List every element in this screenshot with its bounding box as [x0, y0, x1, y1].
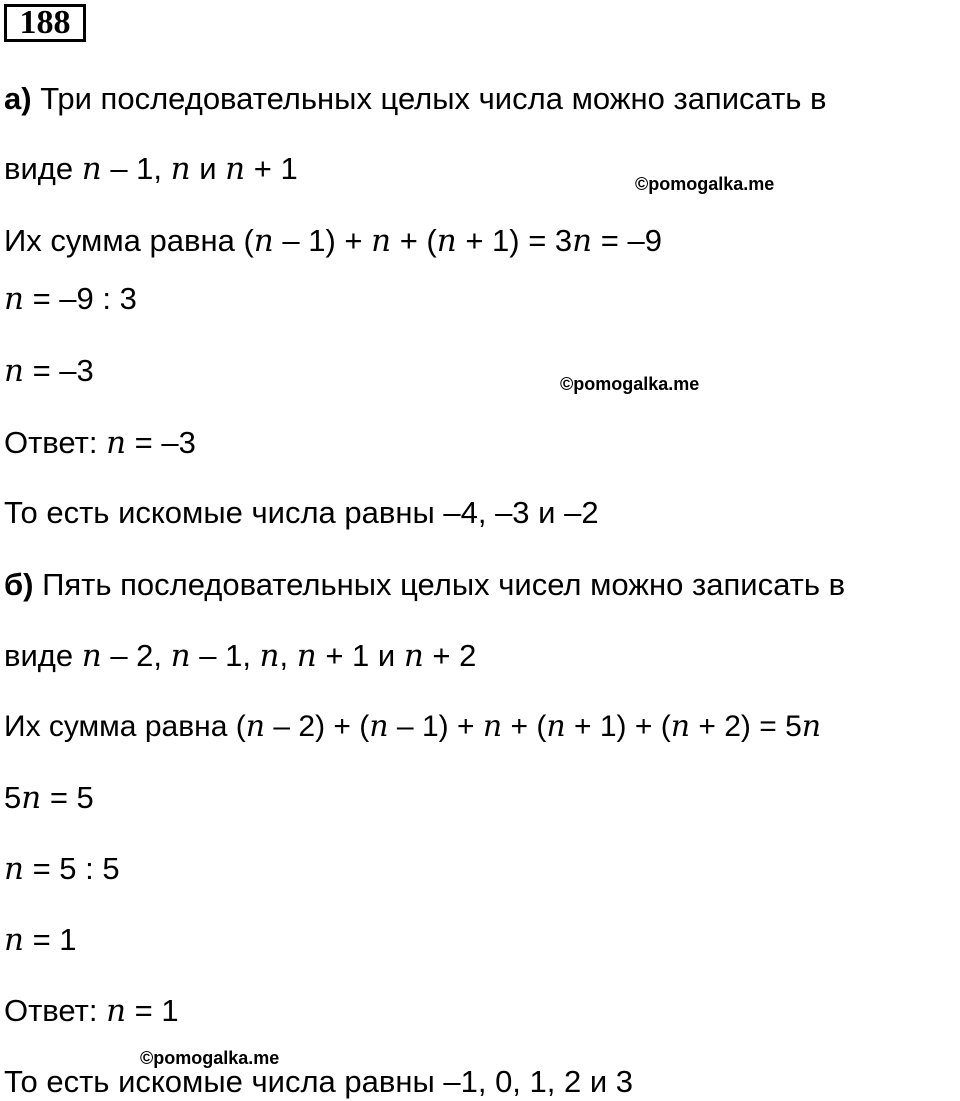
text-fragment: + (: [502, 710, 547, 743]
text-fragment: Ответ:: [4, 425, 107, 460]
text-fragment: + 1 и: [316, 638, 404, 673]
text-fragment: ,: [279, 638, 297, 673]
text-fragment: + (: [391, 223, 437, 258]
part-b-line-3: [4, 708, 821, 746]
text-fragment: Их сумма равна (: [4, 223, 254, 258]
variable-n: n: [253, 223, 274, 259]
part-a-line-4: [4, 280, 137, 318]
part-a-intro-text: Три последовательных целых числа можно записать в: [31, 81, 827, 116]
problem-number: 188: [4, 4, 86, 42]
variable-n: n: [81, 638, 102, 674]
text-fragment: = –9: [592, 223, 662, 258]
text-fragment: – 1) +: [388, 710, 483, 743]
text-fragment: – 1,: [190, 638, 260, 673]
text-fragment: + 1: [245, 151, 298, 186]
watermark: ©pomogalka.me: [140, 1048, 280, 1068]
text-fragment: = 1: [23, 922, 77, 957]
text-fragment: – 2) + (: [265, 710, 370, 743]
part-b-line-2: [4, 637, 476, 675]
watermark: ©pomogalka.me: [635, 174, 775, 194]
part-b-line-7: [4, 992, 179, 1030]
variable-n: n: [225, 151, 246, 187]
variable-n: n: [81, 151, 102, 187]
text-fragment: = 5 : 5: [23, 851, 120, 886]
part-b-intro-text: Пять последовательных целых чисел можно записать в: [33, 567, 846, 602]
variable-n: n: [4, 353, 24, 389]
part-b-line-6: [4, 921, 77, 959]
variable-n: n: [403, 638, 424, 674]
variable-n: n: [296, 638, 317, 674]
part-b-line-1: [4, 566, 845, 604]
part-a-line-7: То есть искомые числа равны –4, –3 и –2: [4, 495, 599, 530]
variable-n: n: [369, 709, 389, 744]
variable-n: n: [436, 223, 457, 259]
variable-n: n: [4, 851, 24, 887]
part-a-line-1: [4, 80, 827, 118]
text-fragment: = –3: [23, 353, 94, 388]
variable-n: n: [482, 709, 503, 744]
text-fragment: Их сумма равна (: [4, 710, 246, 743]
variable-n: n: [546, 709, 566, 744]
part-a-line-2: [4, 150, 298, 188]
text-fragment: + 1) = 3: [456, 223, 573, 258]
variable-n: n: [801, 709, 822, 744]
variable-n: n: [572, 223, 593, 259]
part-a-label: а): [4, 81, 32, 116]
text-fragment: – 2,: [101, 638, 171, 673]
text-fragment: виде: [4, 638, 82, 673]
variable-n: n: [4, 922, 24, 958]
part-b-line-4: [4, 779, 94, 817]
part-a-line-6: [4, 424, 196, 462]
text-fragment: + 1) + (: [565, 710, 671, 743]
variable-n: n: [170, 151, 191, 187]
text-fragment: = 5: [41, 780, 94, 815]
variable-n: n: [106, 993, 127, 1029]
text-fragment: виде: [4, 151, 82, 186]
variable-n: n: [371, 223, 392, 259]
text-fragment: и: [190, 151, 226, 186]
part-b-label: б): [4, 567, 34, 602]
variable-n: n: [170, 638, 191, 674]
variable-n: n: [4, 281, 24, 317]
text-fragment: = –3: [126, 425, 196, 460]
part-a-line-5: [4, 352, 94, 390]
part-b-line-8: То есть искомые числа равны –1, 0, 1, 2 и 3: [4, 1064, 634, 1099]
variable-n: n: [21, 780, 42, 816]
variable-n: n: [670, 709, 691, 744]
part-b-line-5: [4, 850, 120, 888]
text-fragment: + 2) = 5: [690, 710, 802, 743]
variable-n: n: [259, 638, 280, 674]
text-fragment: = 1: [126, 993, 179, 1028]
text-fragment: + 2: [423, 638, 477, 673]
text-fragment: = –9 : 3: [23, 281, 137, 316]
text-fragment: Ответ:: [4, 993, 107, 1028]
variable-n: n: [106, 425, 127, 461]
text-fragment: – 1,: [101, 151, 171, 186]
text-fragment: – 1) +: [273, 223, 372, 258]
part-a-line-3: [4, 222, 662, 260]
text-fragment: 5: [4, 780, 22, 815]
variable-n: n: [245, 709, 266, 744]
watermark: ©pomogalka.me: [560, 374, 700, 394]
